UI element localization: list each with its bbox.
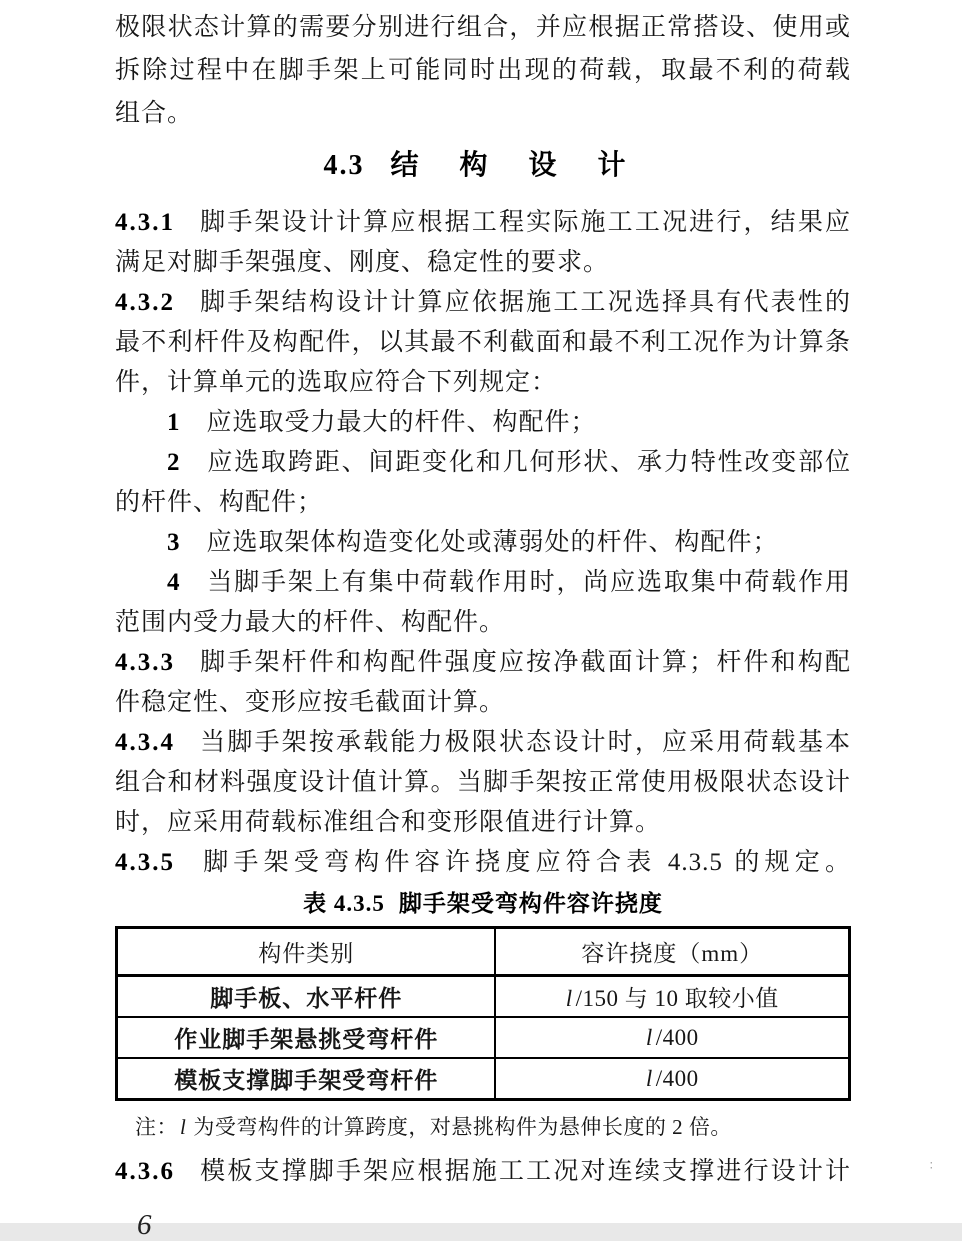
text-line: 极限状态计算的需要分别进行组合，并应根据正常搭设、使用或	[115, 14, 851, 41]
list-item-4	[115, 563, 851, 603]
list-item-1	[115, 403, 851, 443]
value-text: /150 与 10 取较小值	[575, 986, 779, 1011]
section-heading	[115, 143, 851, 189]
table-caption	[115, 885, 851, 923]
list-item-3	[115, 523, 851, 563]
clause-436-line	[115, 1152, 851, 1192]
item-text: 应选取跨距、间距变化和几何形状、承力特性改变部位	[206, 449, 851, 476]
table-caption-title: 脚手架受弯构件容许挠度	[398, 891, 663, 916]
clause-433-line: 件稳定性、变形应按毛截面计算。	[115, 689, 506, 716]
table-caption-number: 表 4.3.5	[303, 891, 385, 916]
clause-text: 当脚手架按承载能力极限状态设计时，应采用荷载基本	[199, 729, 851, 756]
item-number: 2	[167, 449, 181, 476]
clause-text: 模板支撑脚手架应根据施工工况对连续支撑进行设计计	[199, 1158, 851, 1185]
clause-number: 4.3.1	[115, 209, 175, 236]
clause-number: 4.3.5	[115, 849, 175, 876]
text-line: 拆除过程中在脚手架上可能同时出现的荷载，取最不利的荷载	[115, 57, 851, 84]
clause-text: 脚手架受弯构件容许挠度应符合表 4.3.5 的规定。	[199, 849, 851, 876]
clause-435-line	[115, 843, 851, 883]
note-label: 注：	[135, 1115, 178, 1139]
clause-number: 4.3.3	[115, 649, 175, 676]
cell-category: 脚手板、水平杆件	[117, 976, 496, 1018]
clause-432-line: 件，计算单元的选取应符合下列规定：	[115, 369, 558, 396]
item-number: 1	[167, 409, 181, 436]
clause-434-line	[115, 723, 851, 763]
item-text: 当脚手架上有集中荷载作用时，尚应选取集中荷载作用	[206, 569, 851, 596]
column-header-category: 构件类别	[117, 928, 496, 976]
table-header-row	[117, 928, 850, 976]
value-text: /400	[655, 1065, 699, 1091]
length-variable: l	[645, 1065, 653, 1091]
clause-text: 脚手架杆件和构配件强度应按净截面计算；杆件和构配	[199, 649, 851, 676]
list-item-4-continued: 范围内受力最大的杆件、构配件。	[115, 609, 506, 636]
item-number: 3	[167, 529, 181, 556]
cell-value	[495, 1017, 849, 1058]
clause-432-line: 最不利杆件及构配件，以其最不利截面和最不利工况作为计算条	[115, 329, 851, 356]
table-row	[117, 976, 850, 1018]
clause-434-line: 组合和材料强度设计值计算。当脚手架按正常使用极限状态设计	[115, 769, 851, 796]
column-header-deflection: 容许挠度（mm）	[495, 928, 849, 976]
length-variable: l	[565, 986, 573, 1011]
intro-paragraph	[115, 6, 851, 135]
clause-434-line: 时，应采用荷载标准组合和变形限值进行计算。	[115, 809, 662, 836]
text-line: 组合。	[115, 100, 194, 127]
clause-body	[115, 203, 851, 883]
item-number: 4	[167, 569, 181, 596]
clause-436	[115, 1152, 851, 1192]
note-text: 为受弯构件的计算跨度，对悬挑构件为悬伸长度的 2 倍。	[193, 1115, 732, 1139]
section-number: 4.3	[323, 150, 365, 181]
scan-artifact: ∶	[929, 1158, 934, 1173]
length-variable: l	[645, 1024, 653, 1050]
clause-number: 4.3.2	[115, 289, 175, 316]
section-title: 结 构 设 计	[390, 150, 643, 181]
cell-value	[495, 976, 849, 1018]
table-note	[135, 1114, 851, 1141]
deflection-table	[115, 926, 851, 1101]
item-text: 应选取受力最大的杆件、构配件；	[206, 409, 597, 436]
list-item-2	[115, 443, 851, 483]
cell-category: 模板支撑脚手架受弯杆件	[117, 1058, 496, 1100]
table-row	[117, 1058, 850, 1100]
clause-number: 4.3.4	[115, 729, 175, 756]
clause-431-line	[115, 203, 851, 243]
clause-431-line: 满足对脚手架强度、刚度、稳定性的要求。	[115, 249, 610, 276]
clause-text: 脚手架结构设计计算应依据施工工况选择具有代表性的	[199, 289, 851, 316]
value-text: /400	[655, 1024, 699, 1050]
cell-category: 作业脚手架悬挑受弯杆件	[117, 1017, 496, 1058]
table-row	[117, 1017, 850, 1058]
clause-number: 4.3.6	[115, 1158, 175, 1185]
clause-433-line	[115, 643, 851, 683]
page-number: 6	[137, 1209, 152, 1241]
list-item-2-continued: 的杆件、构配件；	[115, 489, 324, 516]
length-variable: l	[180, 1115, 187, 1139]
clause-432-line	[115, 283, 851, 323]
clause-text: 脚手架设计计算应根据工程实际施工工况进行，结果应	[199, 209, 851, 236]
item-text: 应选取架体构造变化处或薄弱处的杆件、构配件；	[206, 529, 779, 556]
cell-value	[495, 1058, 849, 1100]
